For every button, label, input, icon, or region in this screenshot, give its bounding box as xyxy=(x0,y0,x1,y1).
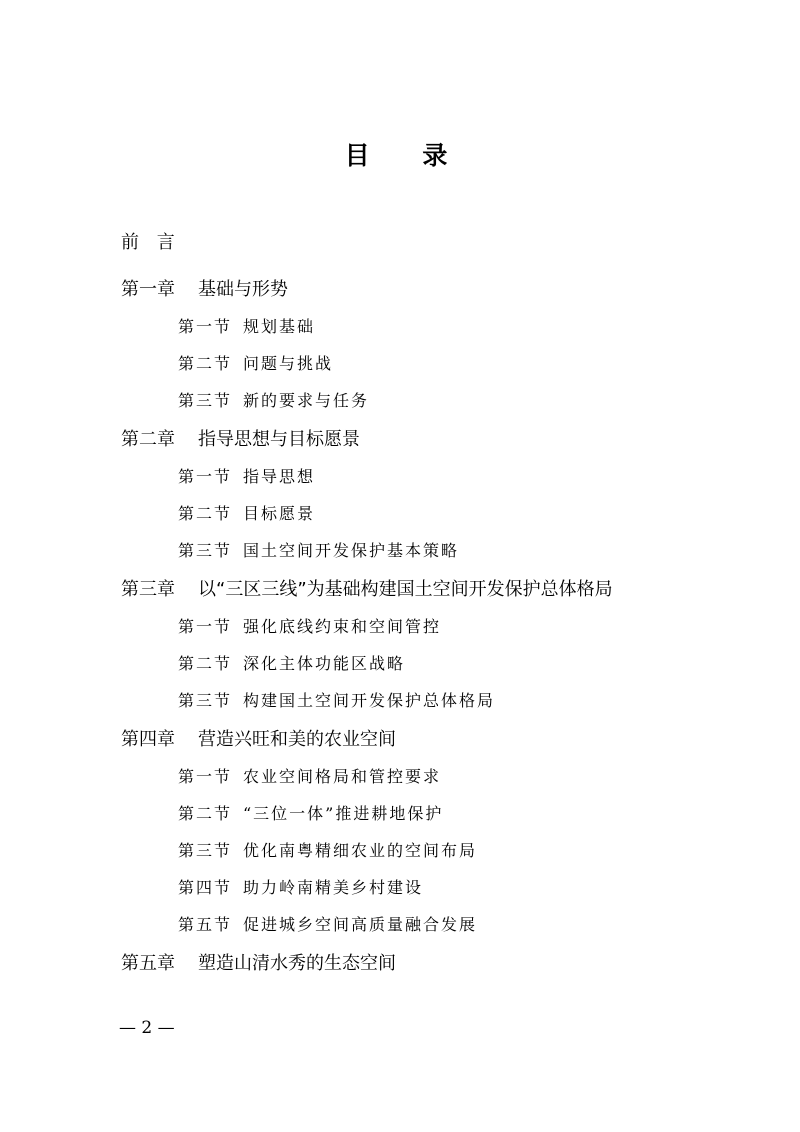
section-item xyxy=(121,799,721,828)
section-number: 第一节 xyxy=(178,467,233,486)
section-item xyxy=(121,686,721,715)
chapter-5 xyxy=(121,950,721,978)
section-title: 问题与挑战 xyxy=(243,354,334,373)
chapter-heading xyxy=(121,950,721,978)
section-number: 第四节 xyxy=(178,878,233,897)
chapter-number: 第四章 xyxy=(121,729,175,750)
section-list xyxy=(121,312,721,415)
section-list xyxy=(121,462,721,565)
section-title: 促进城乡空间高质量融合发展 xyxy=(243,915,478,934)
chapter-title: 指导思想与目标愿景 xyxy=(198,429,360,450)
section-title: 构建国土空间开发保护总体格局 xyxy=(243,691,496,710)
section-number: 第二节 xyxy=(178,804,233,823)
section-number: 第二节 xyxy=(178,354,233,373)
chapter-heading xyxy=(121,276,721,304)
chapter-4 xyxy=(121,726,721,939)
section-number: 第二节 xyxy=(178,654,233,673)
toc-preface: 前 言 xyxy=(121,232,181,253)
chapter-2 xyxy=(121,426,721,565)
chapter-title: 基础与形势 xyxy=(198,279,288,300)
chapter-title: 塑造山清水秀的生态空间 xyxy=(198,953,396,974)
section-title: 助力岭南精美乡村建设 xyxy=(243,878,424,897)
section-item xyxy=(121,873,721,902)
section-item xyxy=(121,349,721,378)
section-list xyxy=(121,612,721,715)
section-number: 第三节 xyxy=(178,841,233,860)
section-title: 强化底线约束和空间管控 xyxy=(243,617,442,636)
section-title: 深化主体功能区战略 xyxy=(243,654,406,673)
section-title: “三位一体”推进耕地保护 xyxy=(243,804,444,823)
section-item xyxy=(121,612,721,641)
section-number: 第三节 xyxy=(178,691,233,710)
section-number: 第三节 xyxy=(178,541,233,560)
section-item xyxy=(121,762,721,791)
chapter-1 xyxy=(121,276,721,415)
section-title: 国土空间开发保护基本策略 xyxy=(243,541,460,560)
section-title: 指导思想 xyxy=(243,467,316,486)
chapter-title: 以“三区三线”为基础构建国土空间开发保护总体格局 xyxy=(198,579,613,600)
section-number: 第二节 xyxy=(178,504,233,523)
chapter-title: 营造兴旺和美的农业空间 xyxy=(198,729,396,750)
section-item xyxy=(121,312,721,341)
section-title: 规划基础 xyxy=(243,317,316,336)
section-item xyxy=(121,649,721,678)
section-number: 第三节 xyxy=(178,391,233,410)
section-number: 第五节 xyxy=(178,915,233,934)
chapter-number: 第一章 xyxy=(121,279,175,300)
table-of-contents xyxy=(121,229,721,978)
chapter-number: 第二章 xyxy=(121,429,175,450)
section-title: 新的要求与任务 xyxy=(243,391,370,410)
section-item xyxy=(121,462,721,491)
section-item xyxy=(121,910,721,939)
chapter-heading xyxy=(121,426,721,454)
section-number: 第一节 xyxy=(178,617,233,636)
section-title: 农业空间格局和管控要求 xyxy=(243,767,442,786)
section-item xyxy=(121,386,721,415)
section-list xyxy=(121,762,721,939)
page-title: 目 录 xyxy=(344,141,470,170)
chapter-number: 第三章 xyxy=(121,579,175,600)
chapter-number: 第五章 xyxy=(121,953,175,974)
section-number: 第一节 xyxy=(178,767,233,786)
page-number: — 2 — xyxy=(119,1018,175,1038)
section-title: 目标愿景 xyxy=(243,504,316,523)
chapter-3 xyxy=(121,576,721,715)
section-item xyxy=(121,536,721,565)
section-title: 优化南粤精细农业的空间布局 xyxy=(243,841,478,860)
section-item xyxy=(121,836,721,865)
section-number: 第一节 xyxy=(178,317,233,336)
chapter-heading xyxy=(121,726,721,754)
section-item xyxy=(121,499,721,528)
chapter-heading xyxy=(121,576,721,604)
